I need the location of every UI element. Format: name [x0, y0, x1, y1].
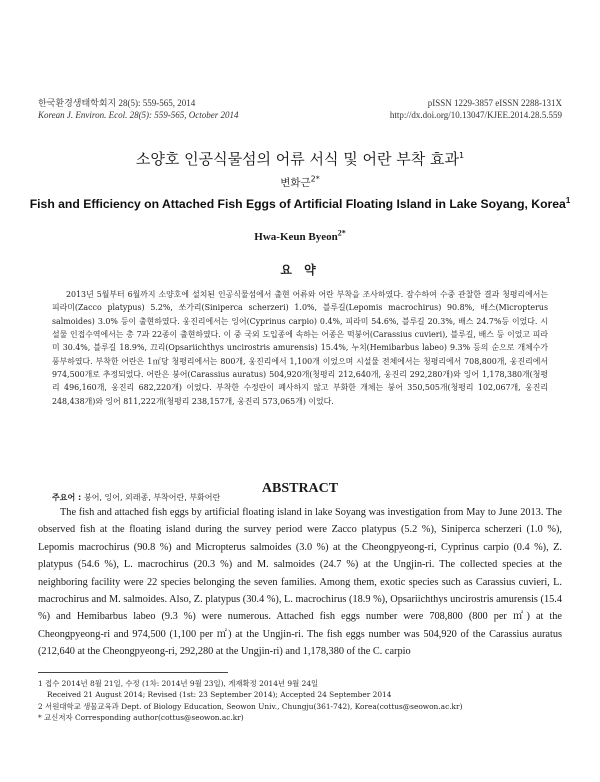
journal-name-english: Korean J. Environ. Ecol. 28(5): 559-565, October 2014: [38, 110, 239, 120]
korean-title-text: 소양호 인공식물섬의 어류 서식 및 어란 부착 효과: [135, 150, 460, 168]
footnote-corresponding: * 교신저자 Corresponding author(cottus@seowon.ac.kr): [38, 713, 244, 723]
keywords-label: 주요어 :: [52, 493, 84, 502]
korean-abstract-text: 2013년 5월부터 6월까지 소양호에 설치된 인공식물섬에서 출현 어류와 어란 부착을 조사하였다. 잠수하여 수중 관찰한 결과 청평리에서는 피라미(Zacco platypus) 5.2%, 쏘가리(Siniperca scherzeri) 1.0%, 블루길(Lepomis macrochirus) 90.8%, 배스(Micropterus salmoides) 3.0% 등이 출현하였다. 웅진리에서는 잉어(Cyprinus carpio) 0.4%, 피라미 54.6%, 블루길 20.3%, 배스 24.7%등 이었다. 시설물 인접수역에서는 총 7과 22종이 출현하였다. 이 중 국외 도입종에 속하는 어종은 떡붕어(Carassius cuvieri), 블루길, 배스 등 이었고 피라미 30.4%, 블루길 18.9%, 끄리(Opsariichthys uncirostris amurensis) 15.4%, 누치(Hemibarbus labeo) 9.3% 등의 순으로 개체수가 풍부하였다. 부착한 어란은 1㎡당 청평리에서는 800개, 웅진리에서 1,100개 이었으며 시설물 전체에서는 청평리에서 708,800개, 웅진리에서 974,500개로 추정되었다. 어란은 붕어(Carassius auratus) 504,920개(청평리 212,640개, 웅진리 292,280개)와 잉어 1,178,380개(청평리 496,160개, 웅진리 682,220개) 이었다. 부착한 수정란이 폐사하지 않고 부화한 개체는 붕어 350,505개(청평리 102,067개, 웅진리 248,438개)와 잉어 811,222개(청평리 238,157개, 웅진리 573,065개) 이었다.: [52, 290, 548, 406]
footnote-received: 1 접수 2014년 8월 21일, 수정 (1차: 2014년 9월 23일), 게재확정 2014년 9월 24일: [38, 679, 319, 688]
abstract-heading: ABSTRACT: [261, 481, 339, 496]
footnotes: [38, 678, 562, 724]
footnote-received-english: Received 21 August 2014; Revised (1st: 23 September 2014); Accepted 24 September 2014: [47, 690, 392, 700]
korean-abstract-heading: 요 약: [280, 263, 320, 277]
korean-author: [0, 175, 600, 190]
english-title-footnote-mark: 1: [565, 195, 571, 205]
korean-title-footnote-mark: 1: [459, 151, 465, 160]
journal-citation: [38, 97, 239, 121]
english-author-mark: 2*: [337, 228, 346, 238]
english-author: [0, 228, 600, 243]
english-abstract-text: The fish and attached fish eggs by artificial floating island in lake Soyang was investigation from May to June 2013. The observed fish at the floating island during the survey period were Zacco platypus (5.2 %), Siniperca scherzeri (1.0 %), Lepomis macrochirus (90.8 %) and Micropterus salmoides (3.0 %) at the Cheongpyeong-ri, Cyprinus carpio (0.4 %), Z. platypus (54.6 %), L. macrochirus (20.3 %) and M. salmoides (24.7 %) at the Ungjin-ri. The collected species at the neighboring facility were 22 species belonging the seven families. Among them, exotic species such as Carassius cuvieri, L. macrochirus and M. salmoides. Also, Z. platypus (30.4 %), L. macrochirus (18.9 %), Opsariichthys uncirostris amurensis (15.4 %) and Hemibarbus labeo (9.3 %) were numerous. Attached fish eggs number were 708,800 (800 per ㎡) at the Cheongpyeong-ri and 974,500 (1,100 per ㎡) at the Ungjin-ri. The fish eggs number was 504,920 of the Carassius auratus (212,640 at the Cheongpyeong-ri, 292,280 at the Ungjin-ri) and 1,178,380 of the C. carpio: [38, 507, 562, 658]
keywords-text: 붕어, 잉어, 외래종, 부착어란, 부화어란: [83, 493, 221, 502]
korean-abstract: [52, 288, 548, 408]
english-title: [0, 197, 600, 211]
english-abstract: [38, 504, 562, 661]
korean-title: [0, 148, 600, 169]
journal-name-korean: 한국환경생태학회지 28(5): 559-565, 2014: [38, 98, 196, 108]
korean-author-name: 변화근: [280, 177, 311, 189]
doi-link[interactable]: http://dx.doi.org/10.13047/KJEE.2014.28.5.559: [389, 110, 562, 120]
korean-author-mark: 2*: [310, 174, 320, 184]
english-title-text: Fish and Efficiency on Attached Fish Eggs of Artificial Floating Island in Lake Soyang, Korea: [29, 197, 566, 211]
footnote-divider: [38, 672, 228, 673]
english-author-name: Hwa-Keun Byeon: [254, 231, 338, 243]
footnote-affiliation: 2 서원대학교 생물교육과 Dept. of Biology Education, Seowon Univ., Chungju(361-742), Korea(cottus@seowon.ac.kr): [38, 701, 463, 711]
journal-identifiers: [390, 97, 562, 121]
issn-line: pISSN 1229-3857 eISSN 2288-131X: [427, 98, 562, 108]
